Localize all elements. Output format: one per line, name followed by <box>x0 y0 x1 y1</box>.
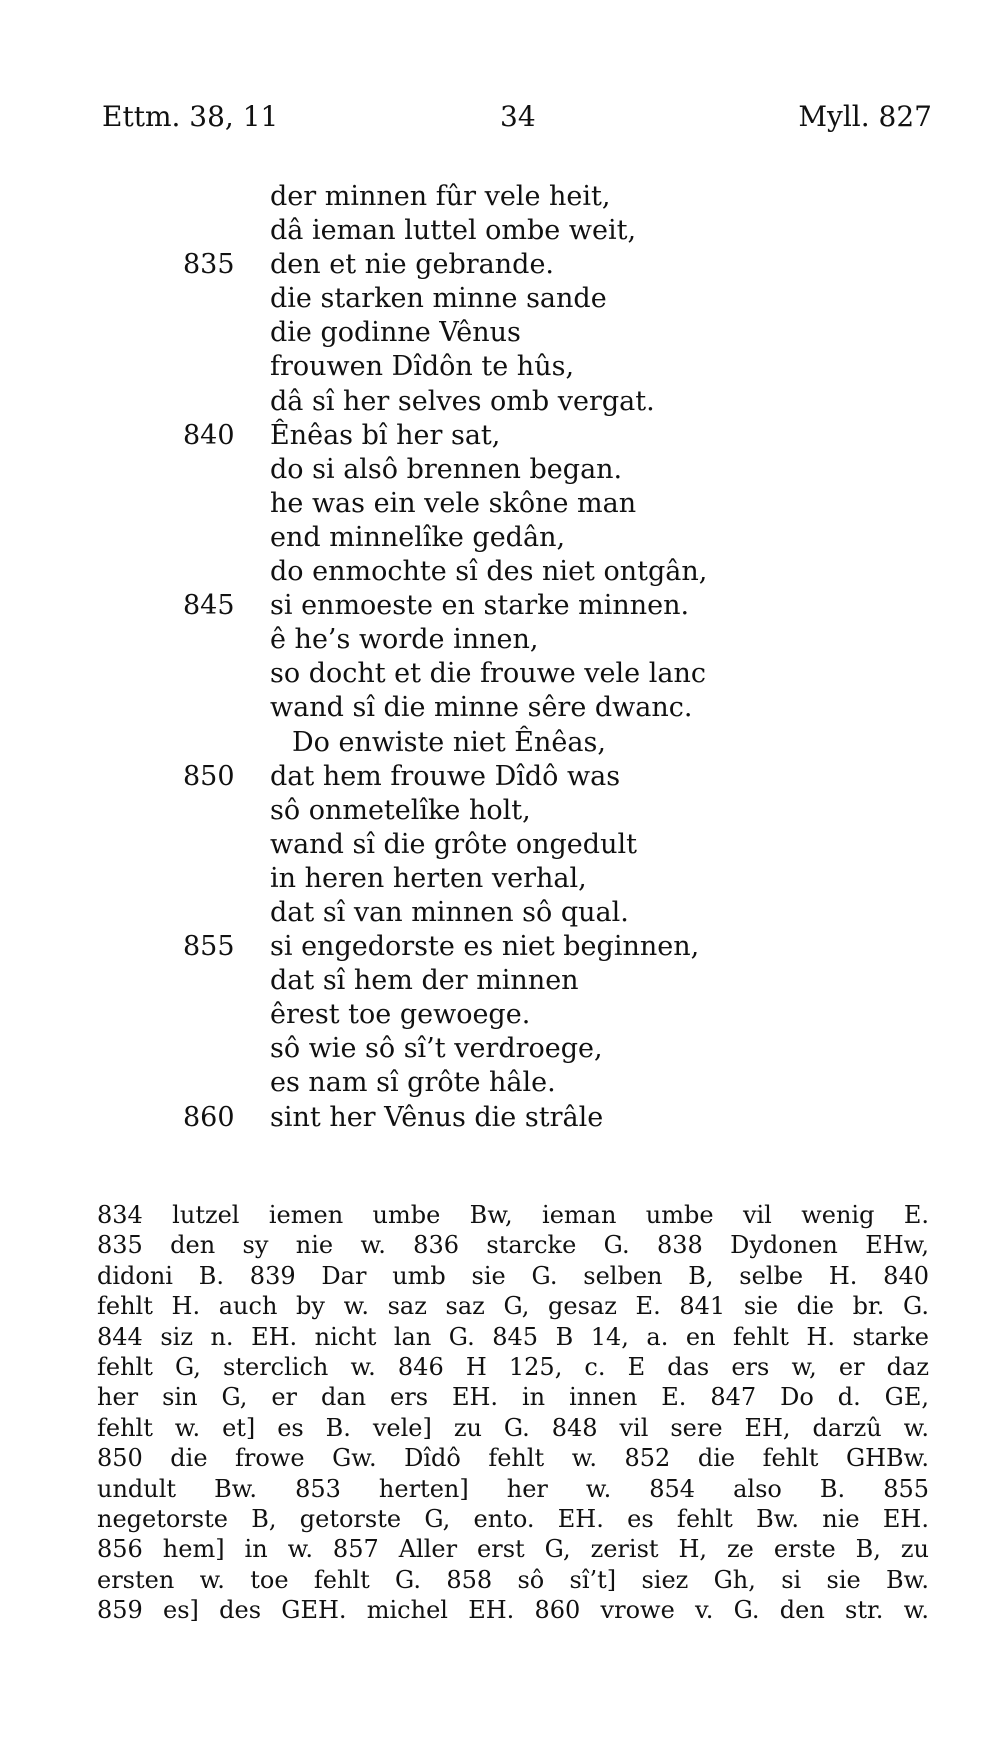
verse-text: den et nie gebrande. <box>270 249 555 281</box>
verse-line <box>0 419 1000 453</box>
verse-text: der minnen fûr vele heit, <box>270 181 611 212</box>
verse-line <box>0 896 1000 930</box>
verse-text: he was ein vele skône man <box>270 487 637 519</box>
verse-line <box>0 555 1000 589</box>
verse-line <box>0 964 1000 998</box>
verse-line <box>0 726 1000 760</box>
verse-line <box>0 487 1000 521</box>
verse-text: do si alsô brennen began. <box>270 453 623 485</box>
verse-text: dâ ieman luttel ombe weit, <box>270 215 637 247</box>
verse-line <box>0 760 1000 794</box>
apparatus-line: 835 den sy nie w. 836 starcke G. 838 Dydonen EHw, <box>97 1231 929 1260</box>
verse-text: sint her Vênus die strâle <box>270 1101 604 1133</box>
verse-line <box>0 385 1000 419</box>
apparatus-line: 856 hem] in w. 857 Aller erst G, zerist H, ze erste B, zu <box>97 1535 929 1564</box>
verse-line <box>0 998 1000 1032</box>
verse-text: es nam sî grôte hâle. <box>270 1067 556 1099</box>
verse-line <box>0 657 1000 691</box>
apparatus-line: fehlt H. auch by w. saz saz G, gesaz E. 841 sie die br. G. <box>97 1292 929 1321</box>
verse-text: in heren herten verhal, <box>270 862 587 894</box>
verse-line <box>0 1032 1000 1066</box>
apparatus-line: her sin G, er dan ers EH. in innen E. 847 Do d. GE, <box>97 1383 929 1412</box>
verse-line <box>0 180 1000 214</box>
verse-line <box>0 589 1000 623</box>
page-number: 34 <box>500 100 536 133</box>
line-number: 845 <box>183 590 235 622</box>
verse-line <box>0 930 1000 964</box>
verse-line <box>0 214 1000 248</box>
verse-line <box>0 453 1000 487</box>
verse-text: êrest toe gewoege. <box>270 999 531 1031</box>
verse-line <box>0 350 1000 384</box>
header-left-reference: Ettm. 38, 11 <box>102 100 279 133</box>
verse-line <box>0 1066 1000 1100</box>
verse-text: si engedorste es niet beginnen, <box>270 931 700 963</box>
line-number: 860 <box>183 1101 235 1133</box>
verse-line <box>0 623 1000 657</box>
verse-text: dat hem frouwe Dîdô was <box>270 760 621 792</box>
apparatus-line: negetorste B, getorste G, ento. EH. es fehlt Bw. nie EH. <box>97 1504 929 1533</box>
verse-text: frouwen Dîdôn te hûs, <box>270 351 575 383</box>
verse-text: dâ sî her selves omb vergat. <box>270 385 655 417</box>
verse-text: sô wie sô sî’t verdroege, <box>270 1033 603 1065</box>
verse-line <box>0 282 1000 316</box>
verse-text: wand sî die grôte ongedult <box>270 828 637 860</box>
verse-line <box>0 248 1000 282</box>
verse-text: die starken minne sande <box>270 283 607 315</box>
verse-text: sô onmetelîke holt, <box>270 794 531 826</box>
apparatus-line: 859 es] des GEH. michel EH. 860 vrowe v. G. den str. w. <box>97 1596 929 1625</box>
verse-text: end minnelîke gedân, <box>270 521 566 553</box>
critical-apparatus <box>97 1200 929 1625</box>
verse-text: si enmoeste en starke minnen. <box>270 590 690 622</box>
apparatus-line: 844 siz n. EH. nicht lan G. 845 B 14, a. en fehlt H. starke <box>97 1322 929 1351</box>
page-header <box>102 100 932 140</box>
verse-text: Ênêas bî her sat, <box>270 419 501 451</box>
header-right-reference: Myll. 827 <box>798 100 932 133</box>
verse-text: dat sî van minnen sô qual. <box>270 896 629 928</box>
verse-line <box>0 316 1000 350</box>
apparatus-line: undult Bw. 853 herten] her w. 854 also B. 855 <box>97 1474 929 1503</box>
line-number: 855 <box>183 931 235 963</box>
verse-text: so docht et die frouwe vele lanc <box>270 658 706 690</box>
verse-line <box>0 691 1000 725</box>
verse-text: wand sî die minne sêre dwanc. <box>270 692 693 724</box>
verse-text: do enmochte sî des niet ontgân, <box>270 556 708 588</box>
verse-line <box>0 794 1000 828</box>
apparatus-line: didoni B. 839 Dar umb sie G. selben B, selbe H. 840 <box>97 1261 929 1290</box>
verse-line <box>0 1101 1000 1135</box>
apparatus-line: ersten w. toe fehlt G. 858 sô sî’t] siez Gh, si sie Bw. <box>97 1565 929 1594</box>
line-number: 840 <box>183 419 235 451</box>
verse-line <box>0 862 1000 896</box>
apparatus-line: 850 die frowe Gw. Dîdô fehlt w. 852 die fehlt GHBw. <box>97 1444 929 1473</box>
apparatus-line: 834 lutzel iemen umbe Bw, ieman umbe vil wenig E. <box>97 1201 929 1229</box>
apparatus-line: fehlt G, sterclich w. 846 H 125, c. E das ers w, er daz <box>97 1352 929 1381</box>
line-number: 850 <box>183 760 235 792</box>
verse-line <box>0 521 1000 555</box>
verse-line <box>0 828 1000 862</box>
apparatus-line: fehlt w. et] es B. vele] zu G. 848 vil sere EH, darzû w. <box>97 1413 929 1442</box>
verse-text: Do enwiste niet Ênêas, <box>292 726 606 758</box>
line-number: 835 <box>183 249 235 281</box>
poem-text <box>0 180 1000 1135</box>
verse-text: die godinne Vênus <box>270 317 521 349</box>
verse-text: dat sî hem der minnen <box>270 965 579 997</box>
verse-text: ê he’s worde innen, <box>270 624 539 656</box>
